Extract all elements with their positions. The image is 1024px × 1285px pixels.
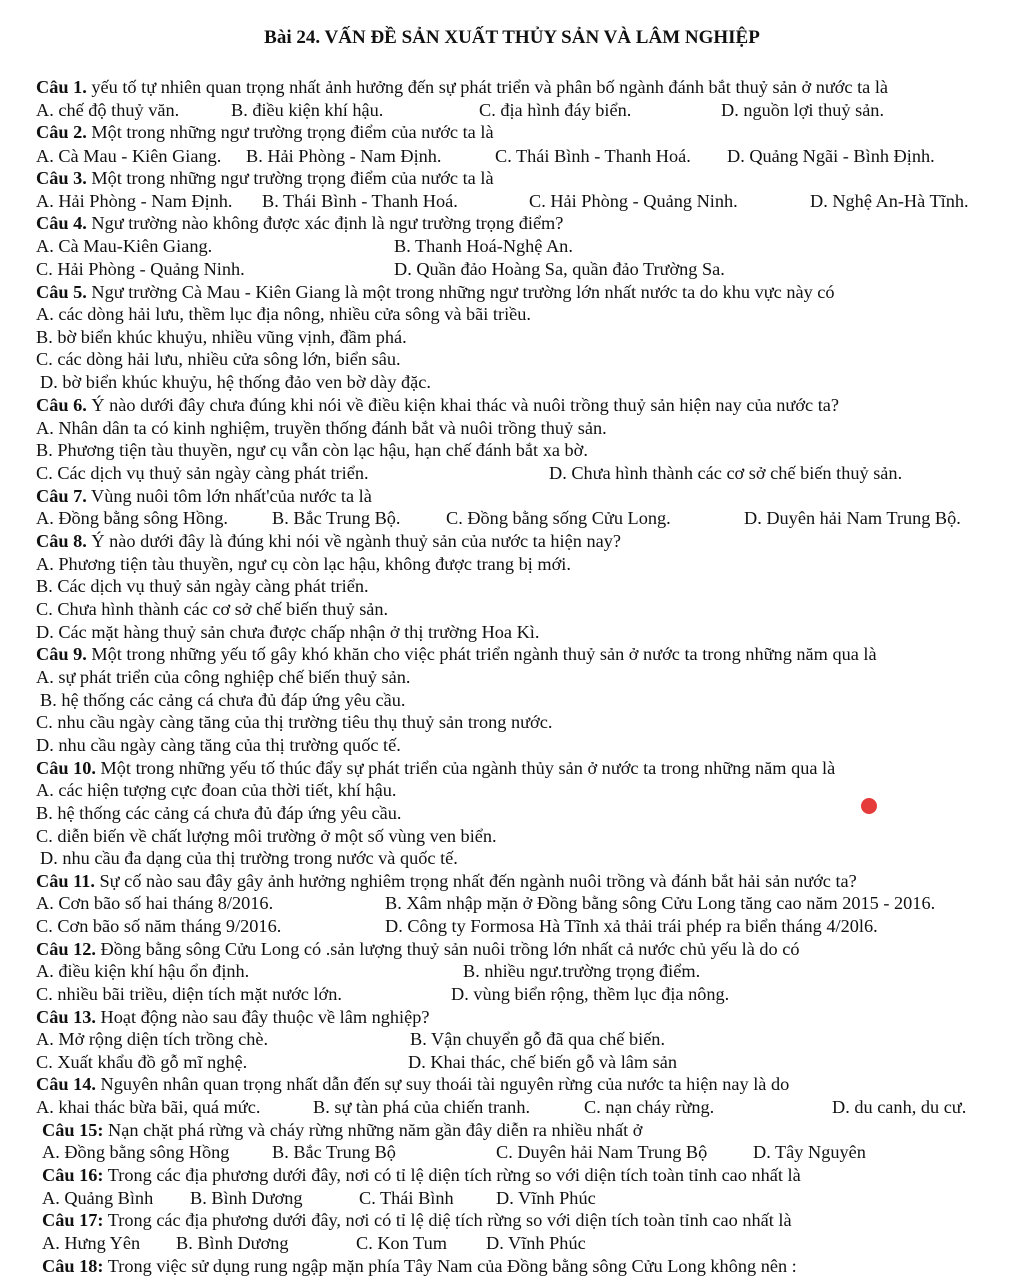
option-12c: C. nhiều bãi triều, diện tích mặt nước lớn. [36, 984, 342, 1004]
question-5: Câu 5. Ngư trường Cà Mau - Kiên Giang là một trong những ngư trường lớn nhất nước ta do khu vực này có [36, 282, 835, 302]
question-14: Câu 14. Nguyên nhân quan trọng nhất dẫn đến sự suy thoái tài nguyên rừng của nước ta hiện nay là do [36, 1074, 790, 1094]
option-4d: D. Quần đảo Hoàng Sa, quần đảo Trường Sa. [394, 259, 725, 279]
option-1a: A. chế độ thuỷ văn. [36, 100, 180, 120]
question-12: Câu 12. Đồng bằng sông Cửu Long có .sản lượng thuỷ sản nuôi trồng lớn nhất cả nước chủ yếu là do có [36, 939, 800, 959]
option-3a: A. Hải Phòng - Nam Định. [36, 191, 233, 211]
option-16d: D. Vĩnh Phúc [496, 1188, 596, 1208]
option-16c: C. Thái Bình [359, 1188, 454, 1208]
option-8b: B. Các dịch vụ thuỷ sản ngày càng phát triển. [36, 576, 369, 596]
option-7a: A. Đồng bằng sông Hồng. [36, 508, 228, 528]
option-12b: B. nhiều ngư.trường trọng điểm. [463, 961, 701, 981]
option-7d: D. Duyên hải Nam Trung Bộ. [744, 508, 961, 528]
question-1: Câu 1. yếu tố tự nhiên quan trọng nhất ảnh hưởng đến sự phát triển và phân bố ngành đánh bắt thuỷ sản ở nước ta là [36, 77, 889, 97]
question-16: Câu 16: Trong các địa phương dưới đây, nơi có tỉ lệ diện tích rừng so với diện tích toàn tỉnh cao nhất là [42, 1165, 801, 1185]
option-2b: B. Hải Phòng - Nam Định. [246, 146, 442, 166]
option-4c: C. Hải Phòng - Quảng Ninh. [36, 259, 245, 279]
option-1c: C. địa hình đáy biển. [479, 100, 632, 120]
question-2: Câu 2. Một trong những ngư trường trọng điểm của nước ta là [36, 122, 494, 142]
option-1b: B. điều kiện khí hậu. [231, 100, 384, 120]
question-17: Câu 17: Trong các địa phương dưới đây, nơi có tỉ lệ diệ tích rừng so với diện tích toàn tỉnh cao nhất là [42, 1210, 792, 1230]
option-11c: C. Cơn bão số năm tháng 9/2016. [36, 916, 282, 936]
option-17b: B. Bình Dương [176, 1233, 289, 1253]
option-13a: A. Mở rộng diện tích trồng chè. [36, 1029, 269, 1049]
option-10d: D. nhu cầu đa dạng của thị trường trong nước và quốc tế. [40, 848, 458, 868]
option-11d: D. Công ty Formosa Hà Tĩnh xả thải trái phép ra biển tháng 4/20l6. [385, 916, 878, 936]
option-14d: D. du canh, du cư. [832, 1097, 967, 1117]
option-10c: C. diễn biến về chất lượng môi trường ở một số vùng ven biển. [36, 826, 497, 846]
option-11b: B. Xâm nhập mặn ở Đồng bằng sông Cửu Long tăng cao năm 2015 - 2016. [385, 893, 936, 913]
question-15: Câu 15: Nạn chặt phá rừng và cháy rừng những năm gần đây diễn ra nhiều nhất ở [42, 1120, 643, 1140]
option-4b: B. Thanh Hoá-Nghệ An. [394, 236, 573, 256]
option-9c: C. nhu cầu ngày càng tăng của thị trường tiêu thụ thuỷ sản trong nước. [36, 712, 553, 732]
option-3d: D. Nghệ An-Hà Tĩnh. [810, 191, 969, 211]
option-16b: B. Bình Dương [190, 1188, 303, 1208]
option-3b: B. Thái Bình - Thanh Hoá. [262, 191, 458, 211]
option-8c: C. Chưa hình thành các cơ sở chế biến thuỷ sản. [36, 599, 389, 619]
option-13c: C. Xuất khẩu đồ gỗ mĩ nghệ. [36, 1052, 248, 1072]
option-8a: A. Phương tiện tàu thuyền, ngư cụ còn lạc hậu, không được trang bị mới. [36, 554, 571, 574]
option-15d: D. Tây Nguyên [753, 1142, 866, 1162]
option-14c: C. nạn cháy rừng. [584, 1097, 715, 1117]
option-10b: B. hệ thống các cảng cá chưa đủ đáp ứng yêu cầu. [36, 803, 402, 823]
option-11a: A. Cơn bão số hai tháng 8/2016. [36, 893, 274, 913]
option-17d: D. Vĩnh Phúc [486, 1233, 586, 1253]
question-9: Câu 9. Một trong những yếu tố gây khó khăn cho việc phát triển ngành thuỷ sản ở nước ta trong những năm qua là [36, 644, 877, 664]
option-13b: B. Vận chuyển gỗ đã qua chế biến. [410, 1029, 666, 1049]
question-8: Câu 8. Ý nào dưới đây là đúng khi nói về ngành thuỷ sản của nước ta hiện nay? [36, 531, 621, 551]
option-7c: C. Đồng bằng sống Cửu Long. [446, 508, 671, 528]
option-6d: D. Chưa hình thành các cơ sở chế biến thuỷ sản. [549, 463, 903, 483]
option-10a: A. các hiện tượng cực đoan của thời tiết, khí hậu. [36, 780, 397, 800]
option-15c: C. Duyên hải Nam Trung Bộ [496, 1142, 708, 1162]
question-13: Câu 13. Hoạt động nào sau đây thuộc về lâm nghiệp? [36, 1007, 430, 1027]
option-1d: D. nguồn lợi thuỷ sản. [721, 100, 885, 120]
option-3c: C. Hải Phòng - Quảng Ninh. [529, 191, 738, 211]
option-14a: A. khai thác bừa bãi, quá mức. [36, 1097, 261, 1117]
question-7: Câu 7. Vùng nuôi tôm lớn nhất'của nước ta là [36, 486, 372, 506]
option-9b: B. hệ thống các cảng cá chưa đủ đáp ứng yêu cầu. [40, 690, 406, 710]
option-12a: A. điều kiện khí hậu ổn định. [36, 961, 250, 981]
option-6c: C. Các dịch vụ thuỷ sản ngày càng phát triển. [36, 463, 369, 483]
option-5b: B. bờ biển khúc khuỷu, nhiều vũng vịnh, đầm phá. [36, 327, 407, 347]
question-3: Câu 3. Một trong những ngư trường trọng điểm của nước ta là [36, 168, 494, 188]
option-12d: D. vùng biển rộng, thềm lục địa nông. [451, 984, 730, 1004]
option-13d: D. Khai thác, chế biến gỗ và lâm sản [408, 1052, 678, 1072]
option-2c: C. Thái Bình - Thanh Hoá. [495, 146, 691, 166]
question-11: Câu 11. Sự cố nào sau đây gây ảnh hưởng nghiêm trọng nhất đến ngành nuôi trồng và đánh bắt hải sản nước ta? [36, 871, 857, 891]
question-6: Câu 6. Ý nào dưới đây chưa đúng khi nói về điều kiện khai thác và nuôi trồng thuỷ sản hiện nay của nước ta? [36, 395, 839, 415]
option-5c: C. các dòng hải lưu, nhiều cửa sông lớn, biển sâu. [36, 349, 401, 369]
option-5a: A. các dòng hải lưu, thềm lục địa nông, nhiều cửa sông và bãi triều. [36, 304, 531, 324]
option-17a: A. Hưng Yên [42, 1233, 141, 1253]
question-4: Câu 4. Ngư trường nào không được xác định là ngư trường trọng điểm? [36, 213, 564, 233]
option-9d: D. nhu cầu ngày càng tăng của thị trường quốc tế. [36, 735, 401, 755]
question-18: Câu 18: Trong việc sử dụng rung ngập mặn phía Tây Nam của Đồng bằng sông Cửu Long không nên : [42, 1256, 797, 1276]
question-10: Câu 10. Một trong những yếu tố thúc đẩy sự phát triển của ngành thủy sản ở nước ta trong những năm qua là [36, 758, 836, 778]
option-2a: A. Cà Mau - Kiên Giang. [36, 146, 222, 166]
option-8d: D. Các mặt hàng thuỷ sản chưa được chấp nhận ở thị trường Hoa Kì. [36, 622, 540, 642]
option-14b: B. sự tàn phá của chiến tranh. [313, 1097, 531, 1117]
option-9a: A. sự phát triển của công nghiệp chế biến thuỷ sản. [36, 667, 411, 687]
option-7b: B. Bắc Trung Bộ. [272, 508, 401, 528]
option-17c: C. Kon Tum [356, 1233, 447, 1253]
red-marker-dot [861, 798, 877, 814]
option-6b: B. Phương tiện tàu thuyền, ngư cụ vẫn còn lạc hậu, hạn chế đánh bắt xa bờ. [36, 440, 588, 460]
option-15b: B. Bắc Trung Bộ [272, 1142, 396, 1162]
option-5d: D. bờ biển khúc khuỷu, hệ thống đảo ven bờ dày đặc. [40, 372, 431, 392]
option-4a: A. Cà Mau-Kiên Giang. [36, 236, 213, 256]
option-2d: D. Quảng Ngãi - Bình Định. [727, 146, 935, 166]
option-15a: A. Đồng bằng sông Hồng [42, 1142, 230, 1162]
page-title: Bài 24. VẤN ĐỀ SẢN XUẤT THỦY SẢN VÀ LÂM NGHIỆP [264, 27, 760, 48]
option-16a: A. Quảng Bình [42, 1188, 154, 1208]
option-6a: A. Nhân dân ta có kinh nghiệm, truyền thống đánh bắt và nuôi trồng thuỷ sản. [36, 418, 607, 438]
